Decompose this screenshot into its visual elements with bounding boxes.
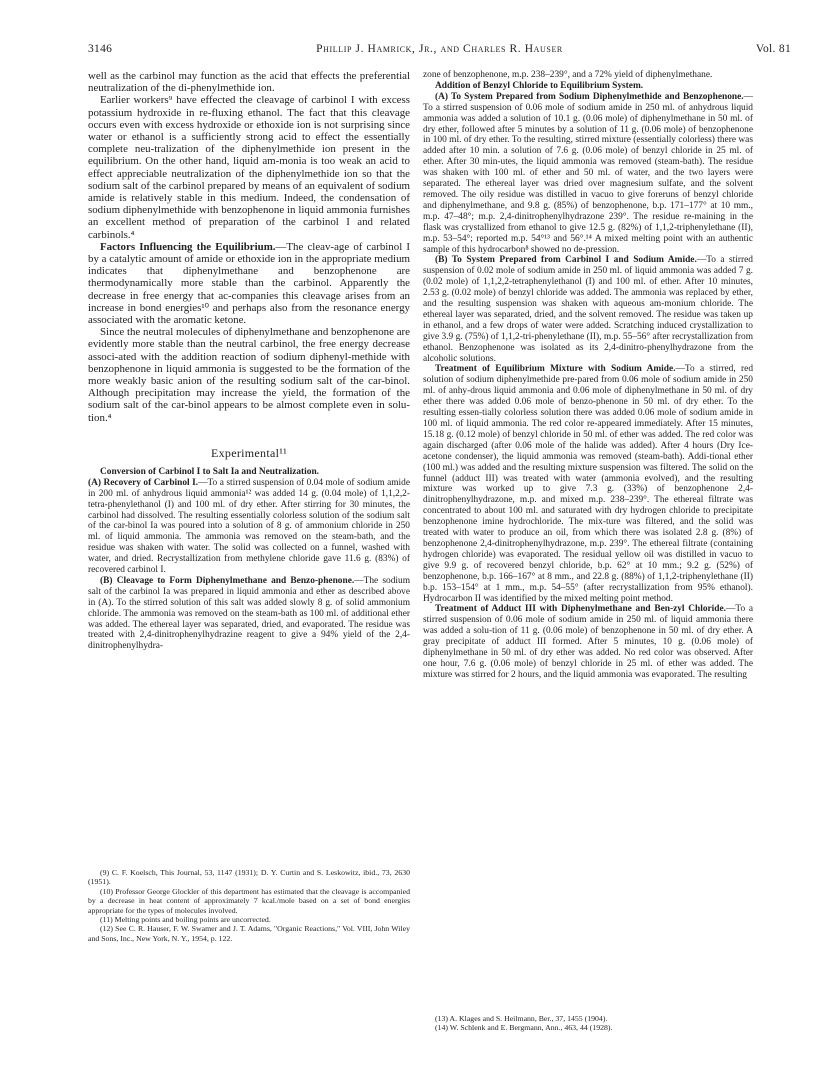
procedure-heading: (A) Recovery of Carbinol I. [88, 477, 199, 488]
paragraph-text: —To a stirred suspension of 0.04 mole of sodium amide in 200 ml. of anhydrous liquid ammonia¹² was added 14 g. (0.04 mole) of 1,1,2,2-tetra-phenylethanol (I) and 100 ml. of dry ether. After stirring for 30 minutes, the carbinol had dissolved. The resulting essentially colorless solution of the sodium salt of the car-binol Ia was poured into a solution of 8 g. of ammonium chloride in 250 ml. of liquid ammonia. The ammonia was removed on the steam-bath, and the residue was shaken with water. The solid was collected on a funnel, washed with water, and dried. Recrystallization from methylene chloride gave 11.6 g. (83%) of recovered carbinol I. [88, 477, 410, 576]
paragraph-text: —To a stirred suspension of 0.06 mole of sodium amide in 250 ml. of anhydrous liquid ammonia was added a solution of 10.1 g. (0.06 mole) of diphenylmethane in 50 ml. of dry ether, followed after 5 minutes by a solution of 11 g. (0.06 mole) of benzophenone in 100 ml. of dry ether. To the resulting, stirred mixture (essentially colorless) there was added after 10 min. a solution of 7.6 g. (0.06 mole) of benzyl chloride in 25 ml. of ether. After 30 min-utes, the liquid ammonia was removed (steam-bath). The residue was shaken with 100 ml. of ether and 50 ml. of water, and the two layers were separated. The ethereal layer was dried over magnesium sulfate, and the solvent removed. The oily residue was distilled in vacuo to give foreruns of benzyl chloride and diphenylmethane, and 9.8 g. (85%) of benzophenone, b.p. 171–177° at 10 mm., m.p. 47–48°; m.p. 2,4-dinitrophenylhydrazone 239°. The residue re-maining in the flask was crystallized from ethanol to give 12.5 g. (82%) of 1,1,2-triphenylethane (II), m.p. 53–54°; reported m.p. 54°¹³ and 56°.¹⁴ A mixed melting point with an authentic sample of this hydrocarbon⁸ showed no de-pression. [423, 91, 753, 255]
footnotes-left [88, 868, 410, 943]
paragraph-text: —To a stirred suspension of 0.06 mole of sodium amide in 250 ml. of liquid ammonia there was added a solu-tion of 11 g. (0.06 mole) of benzophenone in 50 ml. of dry ether. A gray precipitate of adduct III formed. After 5 minutes, 10 g. (0.06 mole) of diphenylmethane in 50 ml. of dry ether was added. No red color was observed. After one hour, 7.6 g. (0.06 mole) of benzyl chloride in 25 ml. of ether was added. The mixture was stirred for 2 hours, and the liquid ammonia was evaporated. The resulting [423, 604, 753, 680]
footnote: (12) See C. R. Hauser, F. W. Swamer and J. T. Adams, "Organic Reactions," Vol. VIII, John Wiley and Sons, Inc., New York, N. Y., 1954, p. 122. [88, 924, 410, 943]
experimental-heading: Experimental¹¹ [210, 445, 288, 460]
page-number: 3146 [88, 43, 113, 55]
subsection-heading [423, 81, 753, 92]
paragraph [88, 241, 410, 326]
footnotes-right [423, 1014, 753, 1033]
paragraph: Earlier workers⁹ have effected the cleavage of carbinol I with excess potassium hydroxide in re-fluxing ethanol. The fact that this cleavage occurs even with excess hydroxide or ethoxide ion is not surprising since water or ethanol is a sufficiently strong acid to effect the essentially complete neu-tralization of the diphenylmethide ion present in the equilibrium. On the other hand, liquid am-monia is too weak an acid to effect appreciable neutralization of the diphenylmethide ion so that the sodium salt of the carbinol prepared by means of an equivalent of sodium amide is relatively stable in this medium. Indeed, the condensation of sodium diphenylmethide with benzophenone in liquid ammonia furnishes an excellent method of preparation of the carbinol I and related carbinols.⁴ [88, 94, 410, 241]
right-column [423, 70, 753, 681]
paragraph: Since the neutral molecules of diphenylmethane and benzophenone are evidently more stable than the neutral carbinol, the free energy decrease associ-ated with the addition reaction of sodium diphenyl-methide with benzophenone in liquid ammonia is suggested to be the formation of the more weakly basic anion of the resulting sodium salt of the car-binol. Although precipitation may increase the yield, the formation of the sodium salt of the car-binol appears to be almost complete even in solu-tion.⁴ [88, 326, 410, 424]
paragraph [423, 604, 753, 680]
footnote: (10) Professor George Glockler of this department has estimated that the cleavage is accompanied by a decrease in heat content of approximately 7 kcal./mole based on a set of bond energies appropriate for the types of molecules involved. [88, 886, 410, 915]
section-heading: Factors Influencing the Equilibrium. [100, 240, 276, 253]
paragraph-text: —The cleav-age of carbinol I by a catalytic amount of amide or ethoxide ion in the appropriate medium indicates that diphenylmethane and benzophenone are thermodynamically more stable than the carbinol. Apparently the decrease in free energy that ac-companies this cleavage arises from an increase in bond energies¹⁰ and perhaps also from the resonance energy associated with the aromatic ketone. [88, 240, 410, 327]
footnote: (13) A. Klages and S. Heilmann, Ber., 37, 1455 (1904). [435, 1014, 608, 1023]
running-header [88, 43, 791, 57]
footnote: (14) W. Schlenk and E. Bergmann, Ann., 463, 44 (1928). [435, 1023, 613, 1033]
paragraph [423, 92, 753, 256]
subsection-title: Conversion of Carbinol I to Salt Ia and Neutralization. [100, 466, 320, 477]
procedure-heading: Treatment of Equilibrium Mixture with Sodium Amide. [435, 364, 676, 375]
paragraph [423, 364, 753, 604]
paragraph [423, 255, 753, 364]
paragraph: zone of benzophenone, m.p. 238–239°, and a 72% yield of diphenylmethane. [423, 70, 713, 80]
paragraph-text: —The sodium salt of the carbinol Ia was prepared in liquid ammonia and ether as described above in (A). To the stirred solution of this salt was added slowly 8 g. of solid ammonium chloride. The ammonia was removed on the steam-bath as 100 ml. of additional ether was added. The ethereal layer was separated, dried, and evaporated. The residue was treated with 2,4-dinitrophenylhydrazine reagent to give a 94% yield of the 2,4-dinitrophenylhydra- [88, 575, 410, 652]
procedure-heading: (B) To System Prepared from Carbinol I and Sodium Amide. [435, 255, 697, 266]
left-column [88, 70, 410, 652]
subsection-heading [88, 467, 410, 478]
procedure-heading: Treatment of Adduct III with Diphenylmethane and Ben-zyl Chloride. [435, 604, 726, 615]
paragraph: well as the carbinol may function as the acid that effects the preferential neutralization of the di-phenylmethide ion. [88, 70, 410, 95]
volume-number: Vol. 81 [755, 43, 791, 55]
subsection-title: Addition of Benzyl Chloride to Equilibrium System. [435, 80, 644, 91]
footnote: (9) C. F. Koelsch, This Journal, 53, 1147 (1931); D. Y. Curtin and S. Leskowitz, ibid., 73, 2630 (1951). [88, 868, 410, 887]
footnote: (11) Melting points and boiling points are uncorrected. [100, 915, 271, 925]
paragraph-text: —To a stirred, red solution of sodium diphenylmethide pre-pared from 0.06 mole of sodium amide in 250 ml. of anhy-drous liquid ammonia and 0.06 mole of diphenylmethane in 50 ml. of dry ether there was added 0.06 mole of benzo-phenone in 50 ml. of dry ether. To the resulting essen-tially colorless solution there was added 0.06 mole of sodium amide in 100 ml. of liquid ammonia. The red color re-appeared immediately. After 15 minutes, 15.18 g. (0.12 mole) of benzyl chloride in 50 ml. of ether was added. The red color was again discharged (after 0.06 mole of the halide was added). After 4 hours (Dry Ice-acetone condenser), the liquid ammonia was removed (steam-bath). Addi-tional ether (100 ml.) was added and the resulting mixture suspension was filtered. The solid on the funnel (adduct III) was treated with water (ammonia evolved), and the resulting mixture was worked up to give 7.3 g. (33%) of benzophenone 2,4-dinitrophenylhydrazone, m.p. and mixed m.p. 238–239°. The ethereal filtrate was concentrated to about 100 ml. and saturated with dry hydrogen chloride to precipitate benzophenone imine hydrochloride. The mix-ture was filtered, and the solid was treated with water to produce an oil, from which there was isolated 2.8 g. (8%) of benzophenone 2,4-dinitrophenylhydrazone, m.p. 239°. The ethereal filtrate (containing hydrogen chloride) was evaporated. The residual yellow oil was distilled in vacuo to give 9.9 g. of recovered benzyl chloride, b.p. 62° at 10 mm.; 9.2 g. (52%) of benzophenone, b.p. 166–167° at 8 mm., and 22.8 g. (88%) of 1,1,2-triphenylethane (II) b.p. 153–154° at 1 mm., m.p. 54–55° (after recrystallization from 95% ethanol). Hydrocarbon II was identified by the mixed melting point method. [423, 364, 754, 604]
running-head-authors: Phillip J. Hamrick, Jr., and Charles R. Hauser [316, 43, 563, 55]
procedure-heading: (A) To System Prepared from Sodium Diphenylmethide and Benzophenone. [435, 91, 744, 102]
paragraph [88, 478, 410, 576]
procedure-heading: (B) Cleavage to Form Diphenylmethane and Benzo-phenone. [100, 575, 355, 586]
paragraph-text: —To a stirred suspension of 0.02 mole of sodium amide in 250 ml. of liquid ammonia was added 7 g. (0.02 mole) of 1,1,2,2-tetraphenylethanol (I) and 100 ml. of ether. After 10 minutes, 2.53 g. (0.02 mole) of benzyl chloride was added. The ammonia was replaced by ether, and the resulting suspension was shaken with aqueous am-monium chloride. The ethereal layer was separated, dried, and the solvent removed. The residue was taken up in ethanol, and a few drops of water were added. Scratching induced crystallization to give 3.9 g. (75%) of 1,1,2-tri-phenylethane (II), m.p. 55–56° after recrystallization from ethanol. Benzophenone was isolated as its 2,4-dinitro-phenylhydrazone from the alcoholic solutions. [423, 255, 753, 364]
paragraph [88, 576, 410, 652]
